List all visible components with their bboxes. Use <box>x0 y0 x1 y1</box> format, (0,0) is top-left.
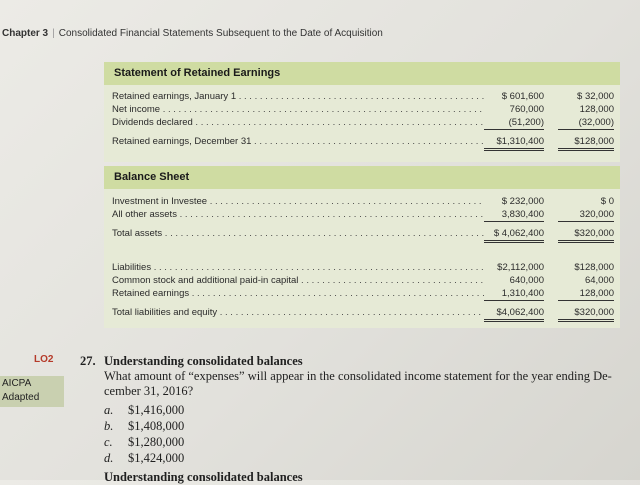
parent-value: $ 601,600 <box>501 91 544 102</box>
table-row <box>104 103 620 116</box>
sub-value: (32,000) <box>558 116 614 130</box>
source-line-2: Adapted <box>2 392 40 403</box>
option-value: $1,408,000 <box>128 419 185 433</box>
sub-value: $ 32,000 <box>577 91 614 102</box>
option-value: $1,280,000 <box>128 435 185 449</box>
source-badge <box>0 376 64 407</box>
option-letter: c. <box>104 435 113 449</box>
parent-value: 640,000 <box>509 275 544 286</box>
learning-objective-tag: LO2 <box>34 354 54 365</box>
parent-value: $ 232,000 <box>501 196 544 207</box>
row-label: Total liabilities and equity . . . <box>112 306 484 319</box>
table-row <box>104 261 620 274</box>
balance-sheet-panel <box>104 166 620 328</box>
sub-value: $320,000 <box>558 306 614 322</box>
row-label: Common stock and additional paid-in capital . . . <box>112 274 484 287</box>
question-text <box>104 369 612 399</box>
parent-value: 760,000 <box>509 104 544 115</box>
option-value: $1,416,000 <box>128 403 185 417</box>
answer-option-c <box>104 435 184 450</box>
question-title: Understanding consolidated balances <box>104 354 303 368</box>
parent-value: $4,062,400 <box>484 306 544 322</box>
row-label: Net income . . . <box>112 103 484 116</box>
parent-value: $2,112,000 <box>497 262 544 273</box>
source-line-1: AICPA <box>2 378 32 389</box>
row-label: Retained earnings . . . <box>112 287 484 300</box>
parent-value: 3,830,400 <box>484 208 544 222</box>
row-label: Dividends declared . . . <box>112 116 484 129</box>
retained-earnings-heading: Statement of Retained Earnings <box>104 62 620 85</box>
row-label: Liabilities . . . <box>112 261 484 274</box>
table-row <box>104 287 620 300</box>
table-row <box>104 306 620 319</box>
option-letter: a. <box>104 403 114 417</box>
row-label: Retained earnings, January 1 . . . <box>112 90 484 103</box>
sub-value: 64,000 <box>584 275 614 286</box>
sub-value: 128,000 <box>579 104 614 115</box>
answer-option-d <box>104 451 184 466</box>
sub-value: 320,000 <box>558 208 614 222</box>
table-row <box>104 227 620 240</box>
parent-value: $1,310,400 <box>484 135 544 151</box>
sub-value: 128,000 <box>558 287 614 301</box>
question-number: 27. <box>80 354 96 368</box>
table-row <box>104 90 620 103</box>
option-letter: d. <box>104 451 114 465</box>
table-row <box>104 135 620 148</box>
parent-value: (51,200) <box>484 116 544 130</box>
option-letter: b. <box>104 419 114 433</box>
parent-value: $ 4,062,400 <box>484 227 544 243</box>
row-label: All other assets . . . <box>112 208 484 221</box>
chapter-title: Consolidated Financial Statements Subsequent to the Date of Acquisition <box>58 28 383 39</box>
chapter-label: Chapter 3 <box>2 28 49 39</box>
table-row <box>104 274 620 287</box>
sub-value: $128,000 <box>558 135 614 151</box>
answer-option-a <box>104 403 184 418</box>
answer-option-b <box>104 419 184 434</box>
parent-value: 1,310,400 <box>484 287 544 301</box>
table-row <box>104 116 620 129</box>
row-label: Investment in Investee . . . <box>112 195 484 208</box>
sub-value: $320,000 <box>558 227 614 243</box>
table-row <box>104 195 620 208</box>
table-row <box>104 208 620 221</box>
row-label: Total assets . . . <box>112 227 484 240</box>
row-label: Retained earnings, December 31 . . . <box>112 135 484 148</box>
question-text-line-2: cember 31, 2016? <box>104 384 194 398</box>
balance-sheet-heading: Balance Sheet <box>104 166 620 189</box>
option-value: $1,424,000 <box>128 451 185 465</box>
next-question-partial: Understanding consolidated balances <box>104 470 303 484</box>
retained-earnings-panel <box>104 62 620 162</box>
sub-value: $128,000 <box>574 262 614 273</box>
question-text-line-1: What amount of “expenses” will appear in the consolidated income statement for the year ending De- <box>104 369 612 383</box>
sub-value: $ 0 <box>600 196 614 207</box>
page-header: Chapter 3 | Consolidated Financial Statements Subsequent to the Date of Acquisition <box>2 28 383 39</box>
